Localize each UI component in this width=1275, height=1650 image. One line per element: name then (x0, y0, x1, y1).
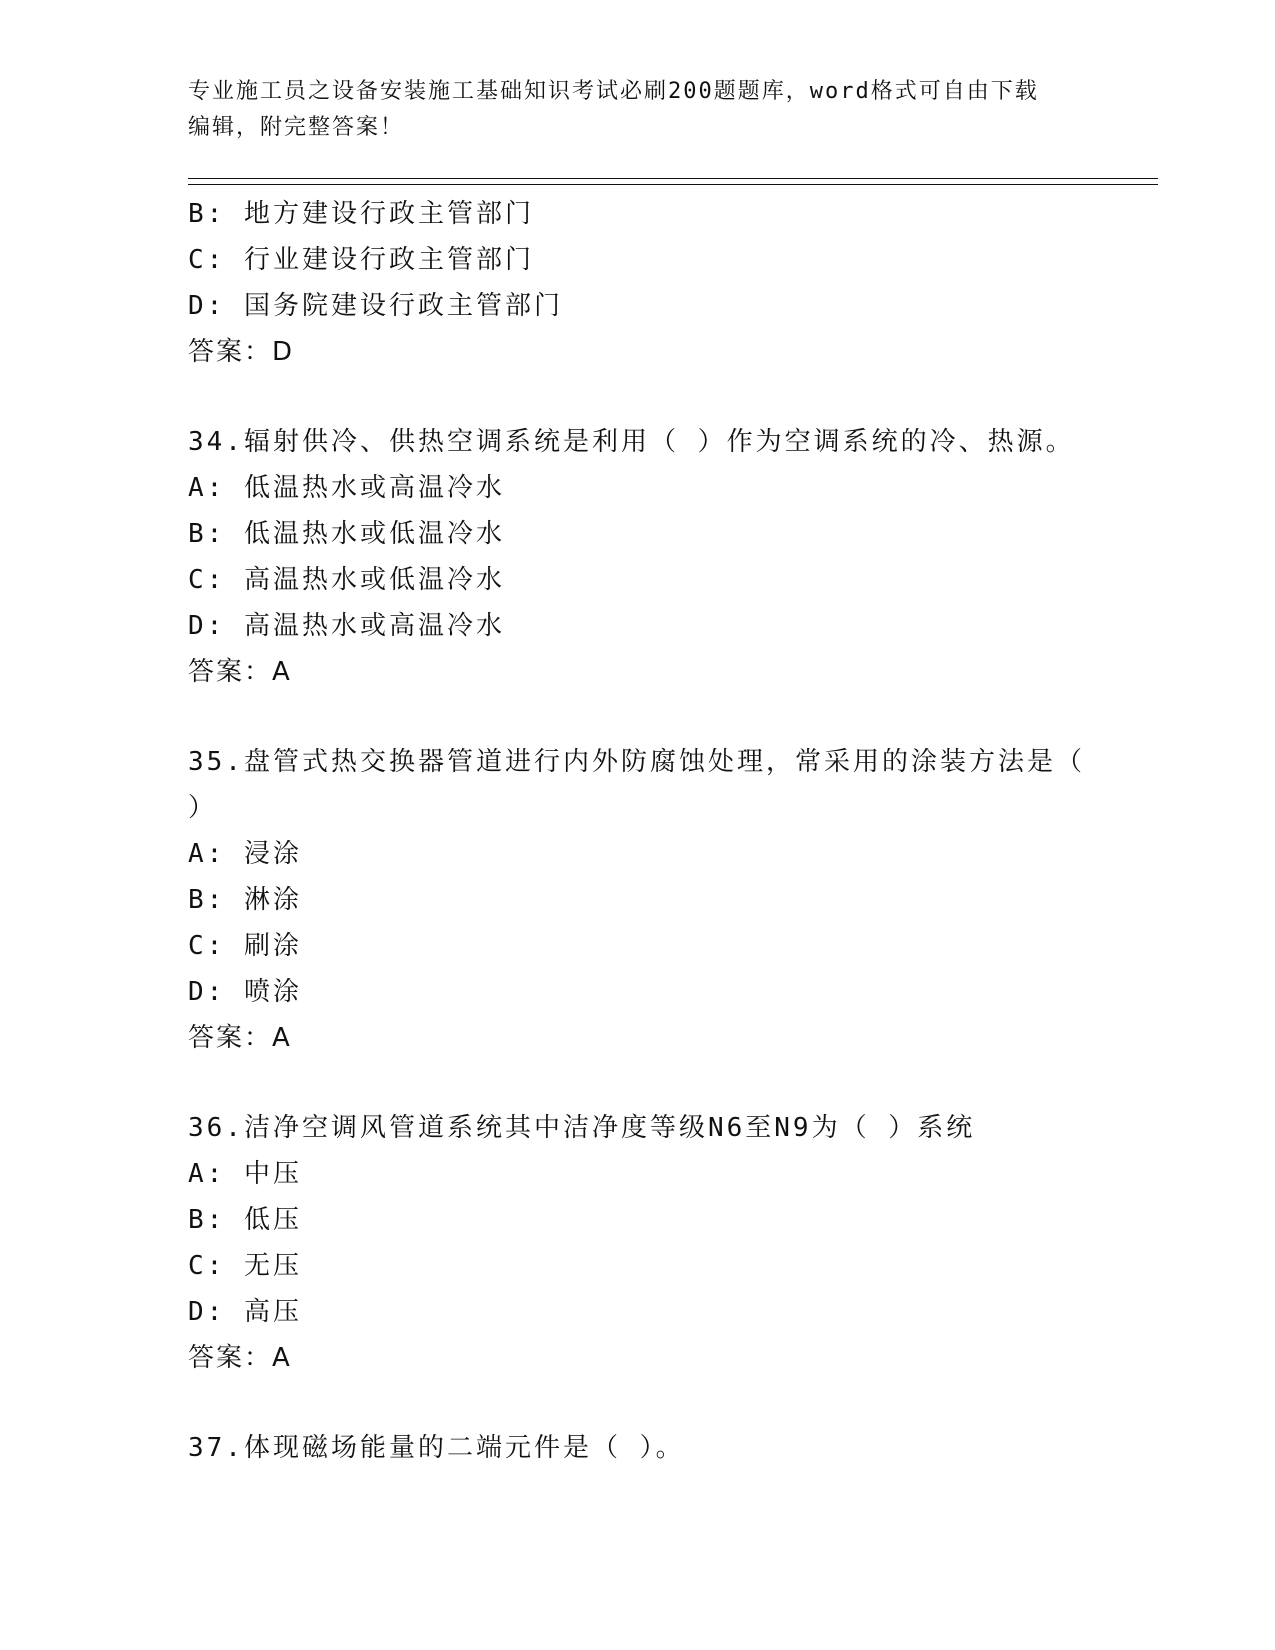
question-35 (188, 739, 1088, 1061)
question-33 (188, 191, 1088, 375)
option-b: B: 低压 (188, 1205, 302, 1235)
option-c: C: 行业建设行政主管部门 (188, 245, 534, 275)
question-text: 37.体现磁场能量的二端元件是（ ）。 (188, 1433, 685, 1463)
answer: 答案：A (188, 1343, 292, 1373)
header-line-1: 专业施工员之设备安装施工基础知识考试必刷200题题库，word格式可自由下载 (188, 79, 1039, 104)
answer: 答案：A (188, 657, 292, 687)
option-b: B: 地方建设行政主管部门 (188, 199, 534, 229)
option-c: C: 无压 (188, 1251, 302, 1281)
option-d: D: 高压 (188, 1297, 302, 1327)
answer: 答案：D (188, 337, 295, 367)
option-d: D: 国务院建设行政主管部门 (188, 291, 563, 321)
option-b: B: 淋涂 (188, 885, 302, 915)
header-line-2: 编辑，附完整答案！ (188, 115, 405, 140)
option-a: A: 中压 (188, 1159, 302, 1189)
document-header (188, 74, 1088, 146)
question-34 (188, 419, 1088, 695)
question-36 (188, 1105, 1088, 1381)
option-a: A: 浸涂 (188, 839, 302, 869)
question-text: 36.洁净空调风管道系统其中洁净度等级N6至N9为（ ）系统 (188, 1113, 976, 1143)
option-c: C: 高温热水或低温冷水 (188, 565, 505, 595)
header-divider-bottom (188, 184, 1158, 185)
question-text: 34.辐射供冷、供热空调系统是利用（ ）作为空调系统的冷、热源。 (188, 427, 1075, 457)
question-37 (188, 1425, 1088, 1471)
option-d: D: 喷涂 (188, 977, 302, 1007)
answer: 答案：A (188, 1023, 292, 1053)
spacer (188, 1061, 1088, 1105)
spacer (188, 1381, 1088, 1425)
option-c: C: 刷涂 (188, 931, 302, 961)
option-a: A: 低温热水或高温冷水 (188, 473, 505, 503)
header-divider-top (188, 178, 1158, 179)
question-text-continued: ） (188, 793, 218, 823)
question-text: 35.盘管式热交换器管道进行内外防腐蚀处理，常采用的涂装方法是（ (188, 747, 1085, 777)
option-d: D: 高温热水或高温冷水 (188, 611, 505, 641)
spacer (188, 695, 1088, 739)
spacer (188, 375, 1088, 419)
question-list (188, 191, 1088, 1471)
option-b: B: 低温热水或低温冷水 (188, 519, 505, 549)
